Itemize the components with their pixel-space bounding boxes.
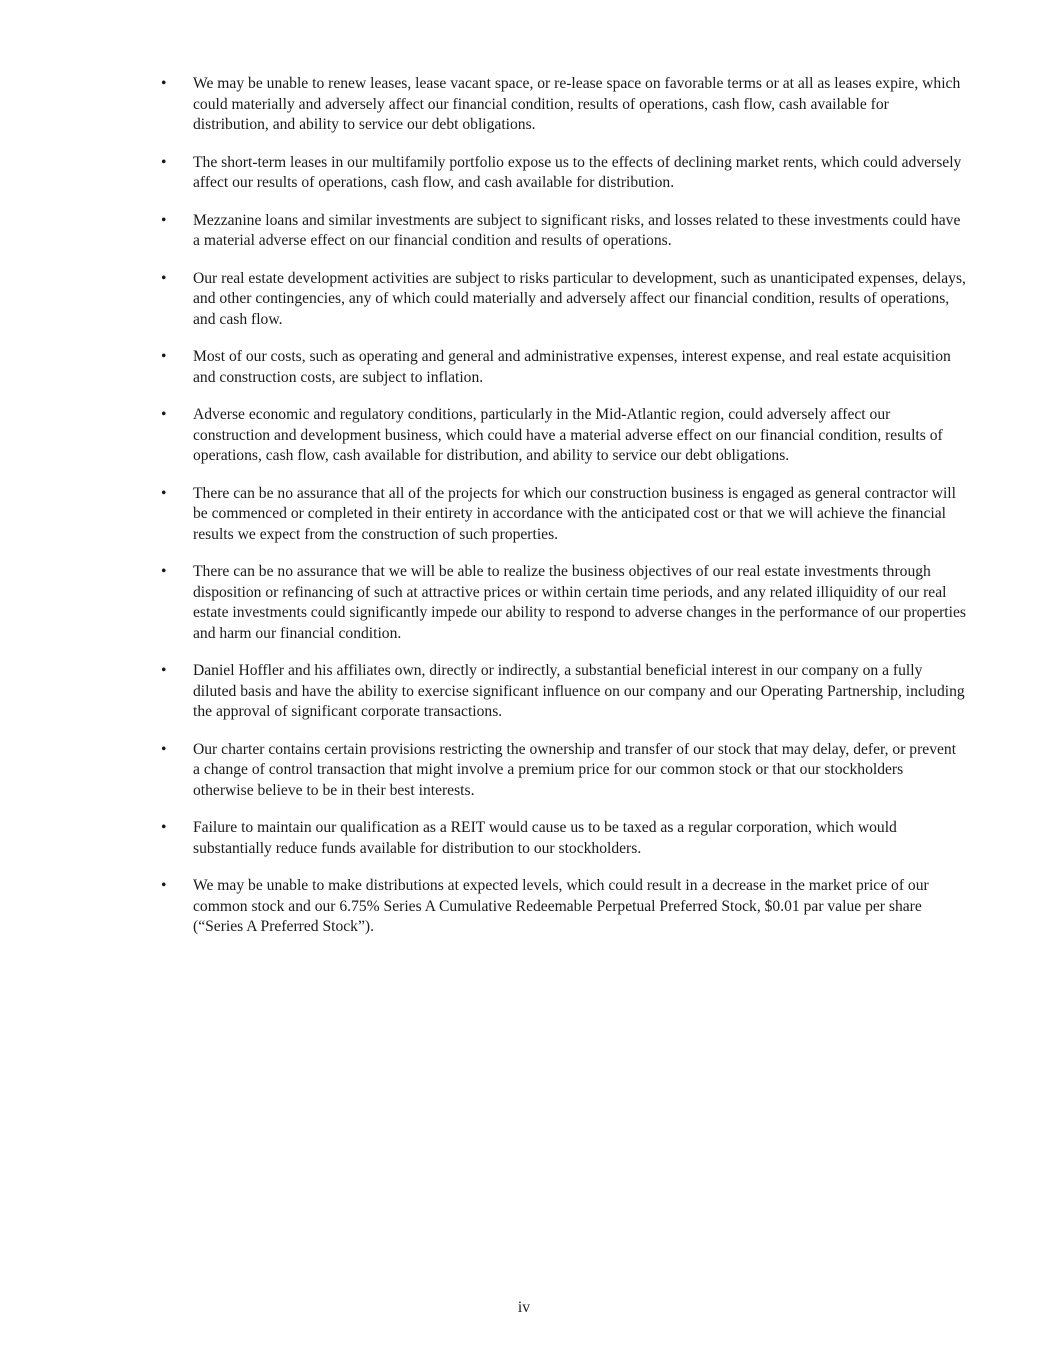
bullet-marker: •: [161, 75, 167, 92]
list-item: [161, 876, 966, 938]
bullet-marker: •: [161, 740, 167, 758]
bullet-marker: •: [161, 484, 167, 502]
risk-factor-list: [161, 74, 966, 955]
list-item: [161, 484, 966, 546]
bullet-marker: •: [161, 348, 167, 365]
list-item-text: Our real estate development activities are subject to risks particular to development, such as unanticipated expenses, delays, and other contingencies, any of which could materially and adversely affect our financial condition, results of operations, and cash flow.: [193, 269, 966, 328]
bullet-marker: •: [161, 877, 167, 894]
bullet-marker: •: [161, 819, 167, 836]
list-item: [161, 74, 966, 136]
list-item-text: Mezzanine loans and similar investments are subject to significant risks, and losses related to these investments could have a material adverse effect on our financial condition and results of operations.: [193, 211, 961, 249]
list-item: [161, 153, 966, 194]
bullet-marker: •: [161, 406, 167, 423]
bullet-marker: •: [161, 211, 167, 229]
list-item-text: Most of our costs, such as operating and general and administrative expenses, interest expense, and real estate acquisition and construction costs, are subject to inflation.: [193, 348, 951, 386]
bullet-marker: •: [161, 269, 167, 287]
bullet-marker: •: [161, 563, 167, 580]
list-item: [161, 211, 966, 252]
list-item-text: We may be unable to renew leases, lease vacant space, or re-lease space on favorable terms or at all as leases expire, which could materially and adversely affect our financial condition, results of operations, cash flow, cash available for distribution, and ability to service our debt obligations.: [193, 75, 961, 133]
list-item-text: The short-term leases in our multifamily portfolio expose us to the effects of declining market rents, which could adversely affect our results of operations, cash flow, and cash available for distribution.: [193, 153, 962, 191]
list-item-text: Our charter contains certain provisions restricting the ownership and transfer of our stock that may delay, defer, or prevent a change of control transaction that might involve a premium price for our common stock or that our stockholders otherwise believe to be in their best interests.: [193, 740, 957, 799]
list-item: [161, 562, 966, 644]
list-item: [161, 818, 966, 859]
list-item: [161, 269, 966, 331]
list-item: [161, 405, 966, 467]
list-item-text: We may be unable to make distributions at expected levels, which could result in a decrease in the market price of our common stock and our 6.75% Series A Cumulative Redeemable Perpetual Preferred Stock, $0.01 par value per share (“Series A Preferred Stock”).: [193, 877, 929, 935]
list-item-text: Adverse economic and regulatory conditions, particularly in the Mid-Atlantic region, could adversely affect our construction and development business, which could have a material adverse effect on our financial condition, results of operations, cash flow, cash available for distribution, and ability to service our debt obligations.: [193, 406, 943, 464]
list-item-text: There can be no assurance that we will be able to realize the business objectives of our real estate investments through disposition or refinancing of such at attractive prices or within certain time periods, and any related illiquidity of our real estate investments could significantly impede our ability to respond to adverse changes in the performance of our properties and harm our financial condition.: [193, 563, 966, 642]
bullet-marker: •: [161, 662, 167, 679]
page-number: iv: [517, 1299, 531, 1316]
list-item-text: Failure to maintain our qualification as a REIT would cause us to be taxed as a regular corporation, which would substantially reduce funds available for distribution to our stockholders.: [193, 819, 897, 857]
list-item-text: Daniel Hoffler and his affiliates own, directly or indirectly, a substantial beneficial interest in our company on a fully diluted basis and have the ability to exercise significant influence on our company and our Operating Partnership, including the approval of significant corporate transactions.: [193, 662, 965, 720]
bullet-marker: •: [161, 153, 167, 171]
list-item: [161, 347, 966, 388]
list-item: [161, 740, 966, 802]
list-item: [161, 661, 966, 723]
list-item-text: There can be no assurance that all of the projects for which our construction business is engaged as general contractor will be commenced or completed in their entirety in accordance with the anticipated cost or that we will achieve the financial results we expect from the construction of such properties.: [193, 484, 956, 543]
